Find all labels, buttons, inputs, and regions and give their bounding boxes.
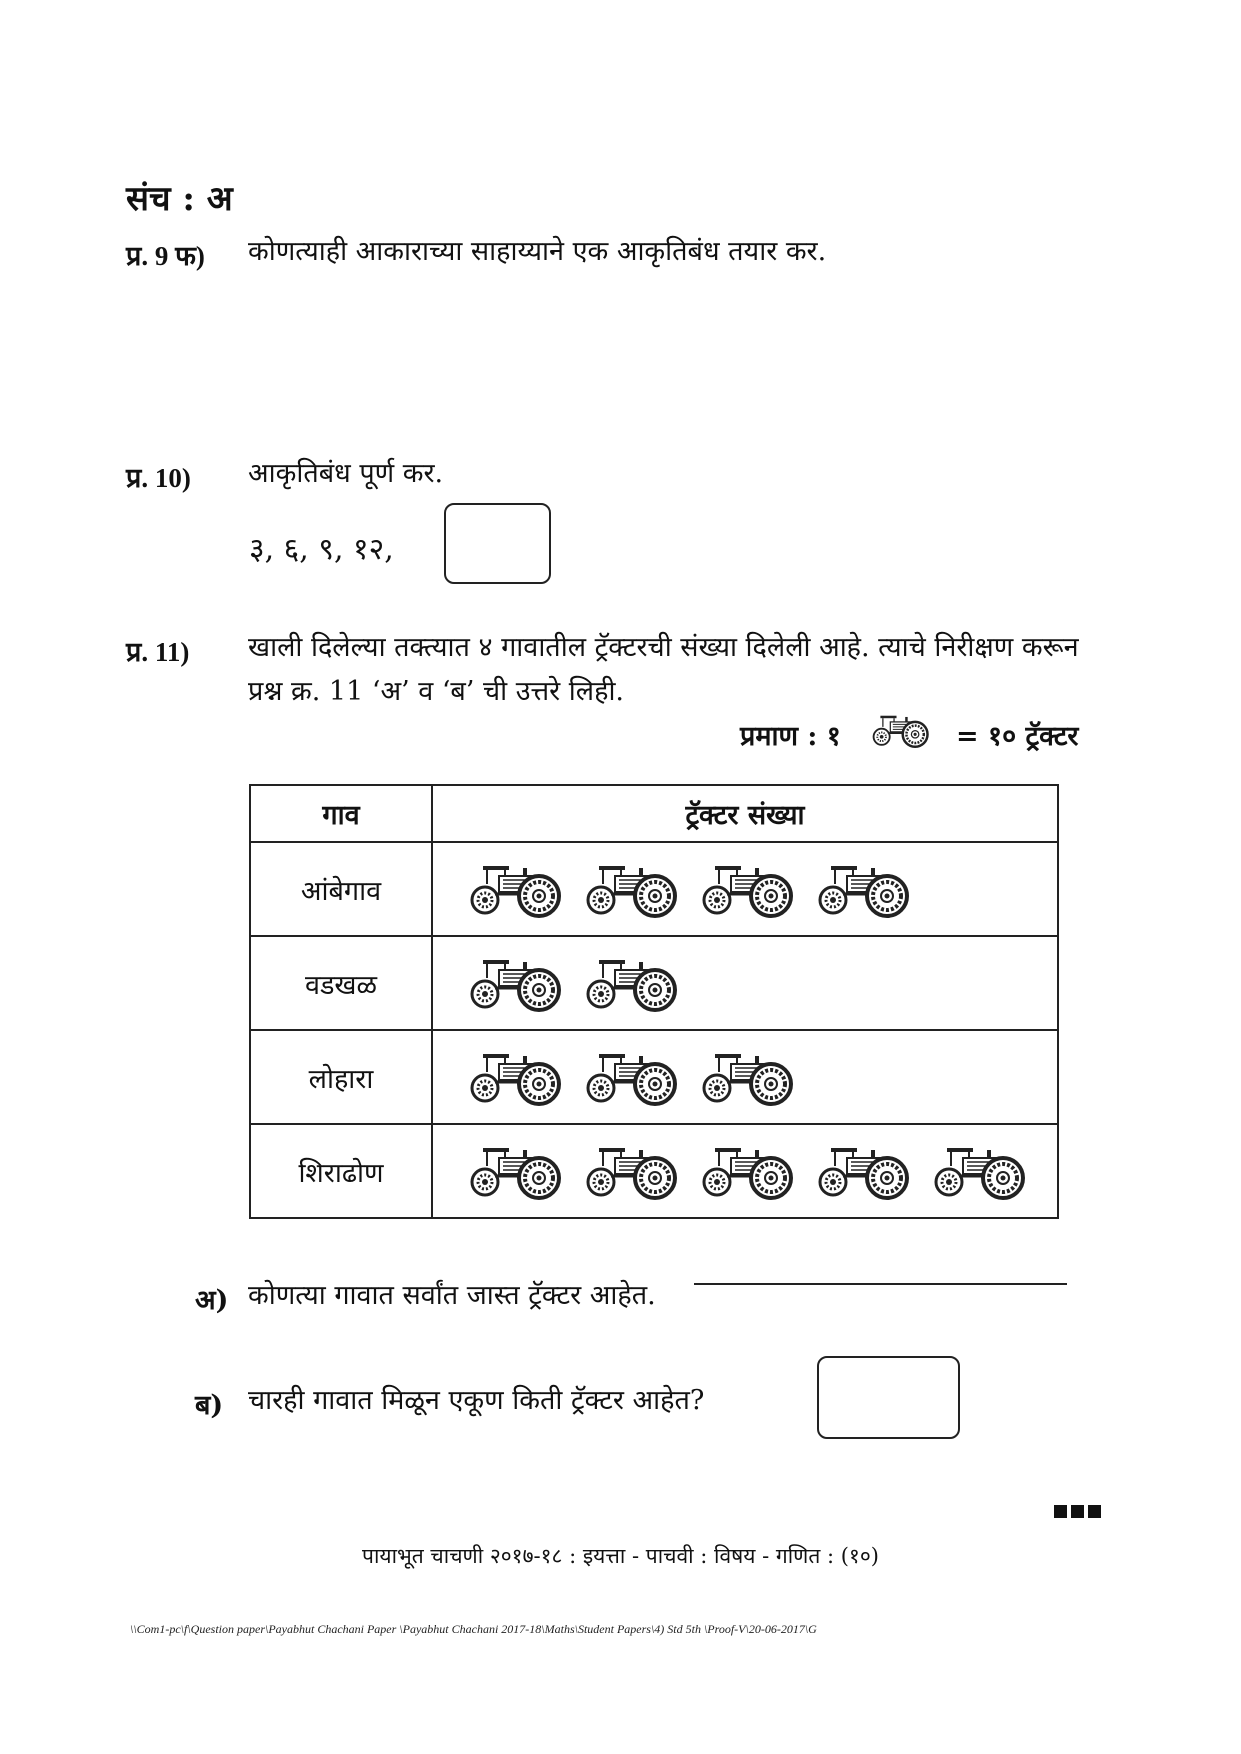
tractor-icon [579,1048,681,1106]
tractor-icons-cell [432,936,1058,1030]
header-village: गाव [250,785,432,842]
tractor-icons [463,1048,1057,1106]
header-tractor-count: ट्रॅक्टर संख्या [432,785,1058,842]
sub-a-text: कोणत्या गावात सर्वांत जास्त ट्रॅक्टर आहेत. [248,1280,656,1311]
end-marks [1054,1505,1101,1518]
sub-b-label: ब) [195,1390,224,1421]
tractor-icon [463,1048,565,1106]
q11-text-line2: प्रश्न क्र. 11 ‘अ’ व ‘ब’ ची उत्तरे लिही. [248,676,625,707]
tractor-icons-cell [432,1030,1058,1124]
end-mark [1054,1505,1067,1518]
tractor-icon [579,954,681,1012]
end-mark [1088,1505,1101,1518]
table-row [250,1030,1058,1124]
tractor-icon [695,1142,797,1200]
scale-suffix: = १० ट्रॅक्टर [956,721,1079,752]
tractor-icons-cell [432,1124,1058,1218]
table-row [250,1124,1058,1218]
tractor-icon [579,860,681,918]
q9-number: प्र. 9 फ) [126,241,205,271]
end-mark [1071,1505,1084,1518]
tractor-icons [463,1142,1057,1200]
scale-prefix: प्रमाण : १ [740,721,841,752]
page-footer: पायाभूत चाचणी २०१७-१८ : इयत्ता - पाचवी : विषय - गणित : (१०) [362,1544,879,1568]
tractor-icon [695,860,797,918]
q11-text-line1: खाली दिलेल्या तक्त्यात ४ गावातील ट्रॅक्टरची संख्या दिलेली आहे. त्याचे निरीक्षण करून [248,632,1079,663]
pictograph-table [249,784,1059,1219]
tractor-icon [579,1142,681,1200]
table-header-row [250,785,1058,842]
sub-b-text: चारही गावात मिळून एकूण किती ट्रॅक्टर आहेत? [248,1385,705,1416]
scale-tractor-icon [868,712,931,750]
tractor-icon [811,860,913,918]
tractor-icon [463,954,565,1012]
sub-a-answer-line[interactable] [694,1283,1067,1285]
q10-number: प्र. 10) [126,463,191,493]
table-row [250,842,1058,936]
tractor-icons [463,954,1057,1012]
village-name: लोहारा [250,1030,432,1124]
table-row [250,936,1058,1030]
sub-b-answer-box[interactable] [817,1356,960,1439]
q9-text: कोणत्याही आकाराच्या साहाय्याने एक आकृतिबंध तयार कर. [248,236,827,267]
q11-number: प्र. 11) [126,637,190,667]
tractor-icon [463,860,565,918]
tractor-icon [927,1142,1029,1200]
tractor-icons [463,860,1057,918]
village-name: वडखळ [250,936,432,1030]
sub-a-label: अ) [195,1285,229,1316]
tractor-icon [868,712,931,748]
tractor-icons-cell [432,842,1058,936]
village-name: शिराढोण [250,1124,432,1218]
file-path: \\Com1-pc\f\Question paper\Payabhut Chachani Paper \Payabhut Chachani 2017-18\Maths\Student Papers\4) Std 5th \Proof-V\20-06-2017\G [130,1622,817,1636]
q10-answer-box[interactable] [444,503,551,584]
tractor-icon [811,1142,913,1200]
q10-sequence: ३, ६, ९, १२, [249,532,394,567]
tractor-icon [463,1142,565,1200]
set-title: संच : अ [126,179,233,219]
q10-text: आकृतिबंध पूर्ण कर. [248,458,444,489]
tractor-icon [695,1048,797,1106]
village-name: आंबेगाव [250,842,432,936]
